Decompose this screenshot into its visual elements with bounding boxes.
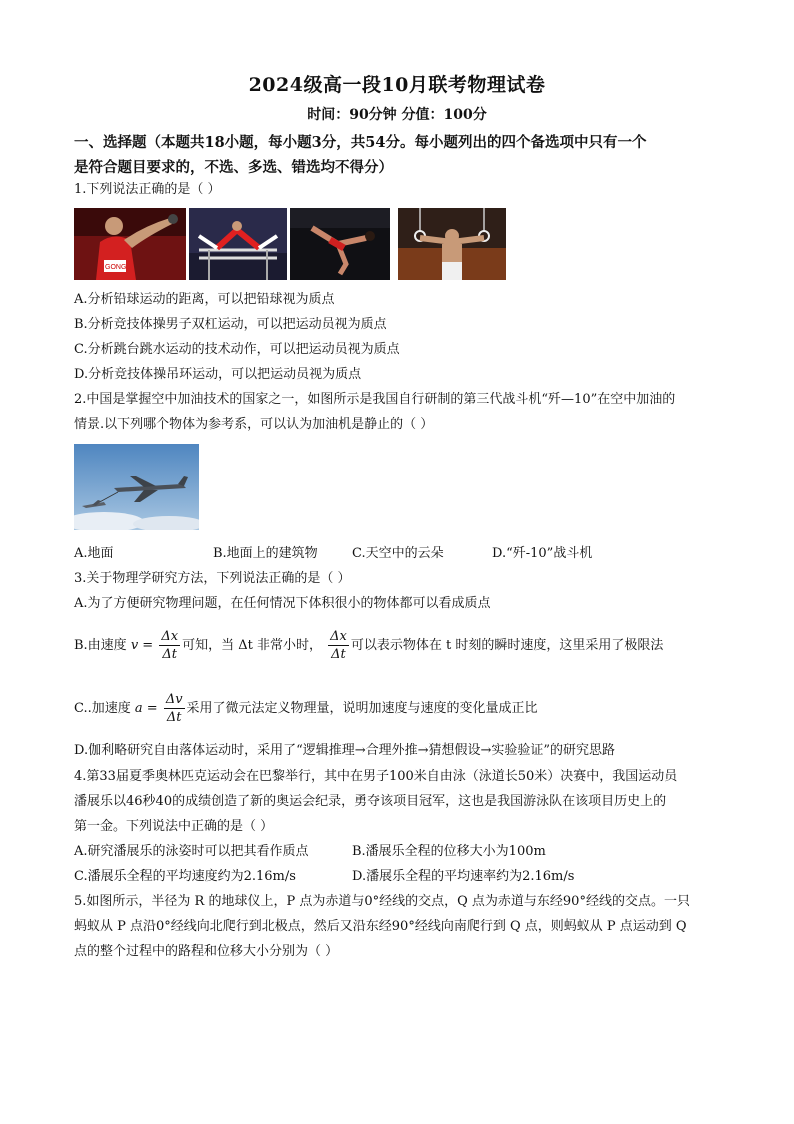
q2-options [74, 544, 734, 564]
q3-option-b-text-3: 可以表示物体在 t 时刻的瞬时速度，这里采用了极限法 [350, 638, 664, 653]
q5-stem-line-2: 蚂蚁从 P 点沿0°经线向北爬行到北极点，然后又沿东经90°经线向南爬行到 Q 点，则蚂蚁从 P 点运动到 Q [74, 919, 687, 934]
fraction-denominator-2: Δt [331, 647, 346, 662]
q4-stem-line-1: 4.第33届夏季奥林匹克运动会在巴黎举行，其中在男子100米自由泳（泳道长50米）决赛中，我国运动员 [74, 769, 678, 784]
shot-put-photo [74, 208, 186, 280]
rings-photo [398, 208, 506, 280]
velocity-formula-lhs: v = [130, 638, 154, 653]
fraction-numerator-2: Δx [330, 629, 347, 644]
q4-option-a: A.研究潘展乐的泳姿时可以把其看作质点 [74, 844, 309, 859]
delta-x-over-delta-t-fraction [159, 628, 180, 663]
q4-option-c: C.潘展乐全程的平均速度约为2.16m/s [74, 869, 296, 884]
fraction-denominator-v: Δt [166, 710, 182, 725]
parallel-bars-photo [189, 208, 287, 280]
q1-option-d: D.分析竞技体操吊环运动，可以把运动员视为质点 [74, 367, 362, 382]
athlete-bib-text: GONG [105, 264, 127, 271]
q1-option-a: A.分析铅球运动的距离，可以把铅球视为质点 [74, 292, 335, 307]
q5-stem-line-1: 5.如图所示，半径为 R 的地球仪上，P 点为赤道与0°经线的交点，Q 点为赤道与东经90°经线的交点。一只 [74, 894, 690, 909]
q3-option-c-text-1: C..加速度 [74, 701, 135, 716]
q4-options-row-2 [74, 867, 734, 887]
q3-option-c-text-2: 采用了微元法定义物理量，说明加速度与速度的变化量成正比 [186, 701, 538, 716]
q4-stem-line-2: 潘展乐以46秒40的成绩创造了新的奥运会纪录，勇夺该项目冠军，这也是我国游泳队在该项目历史上的 [74, 794, 667, 809]
q3-option-c [74, 690, 538, 728]
q2-option-d: D.“歼-10”战斗机 [492, 546, 593, 561]
q5-stem-line-3: 点的整个过程中的路程和位移大小分别为（ ） [74, 944, 339, 959]
q2-option-b: B.地面上的建筑物 [213, 546, 318, 561]
q4-option-d: D.潘展乐全程的平均速率约为2.16m/s [352, 869, 575, 884]
fraction-numerator: Δx [161, 629, 179, 644]
delta-x-over-delta-t-fraction-2 [328, 628, 349, 663]
section-heading [74, 130, 734, 180]
q2-stem-line-2: 情景.以下列哪个物体为参考系，可以认为加油机是静止的（ ） [74, 417, 434, 432]
section-heading-line-2: 是符合题目要求的，不选、多选、错选均不得分） [74, 159, 393, 176]
q4-option-b: B.潘展乐全程的位移大小为100m [352, 844, 546, 859]
acceleration-formula-lhs: a = [134, 701, 158, 716]
q1-option-c: C.分析跳台跳水运动的技术动作，可以把运动员视为质点 [74, 342, 400, 357]
q3-option-b [74, 627, 663, 665]
q3-option-b-text-1: B.由速度 [74, 638, 131, 653]
diving-photo [290, 208, 390, 280]
exam-title: 2024级高一段10月联考物理试卷 [248, 74, 546, 96]
q3-option-a: A.为了方便研究物理问题，在任何情况下体积很小的物体都可以看成质点 [74, 596, 491, 611]
q1-option-b: B.分析竞技体操男子双杠运动，可以把运动员视为质点 [74, 317, 387, 332]
q3-stem: 3.关于物理学研究方法，下列说法正确的是（ ） [74, 571, 351, 586]
aerial-refueling-photo [74, 444, 199, 530]
fraction-numerator-v: Δv [165, 692, 183, 707]
q4-options-row-1 [74, 842, 734, 862]
q1-stem: 1.下列说法正确的是（ ） [74, 182, 221, 197]
q2-option-a: A.地面 [74, 546, 114, 561]
delta-v-over-delta-t-fraction [164, 691, 185, 726]
q2-stem-line-1: 2.中国是掌握空中加油技术的国家之一，如图所示是我国自行研制的第三代战斗机“歼—10”在空中加油的 [74, 392, 676, 407]
fraction-denominator: Δt [162, 647, 178, 662]
exam-subtitle: 时间：90分钟 分值：100分 [307, 107, 487, 123]
q3-option-b-text-2: 可知，当 Δt 非常小时， [182, 638, 322, 653]
q3-option-d: D.伽利略研究自由落体运动时，采用了“逻辑推理→合理外推→猜想假设→实验验证”的研究思路 [74, 743, 616, 758]
q2-option-c: C.天空中的云朵 [352, 546, 444, 561]
section-heading-line-1: 一、选择题（本题共18小题，每小题3分，共54分。每小题列出的四个备选项中只有一个 [74, 134, 647, 151]
q4-stem-line-3: 第一金。下列说法中正确的是（ ） [74, 819, 274, 834]
